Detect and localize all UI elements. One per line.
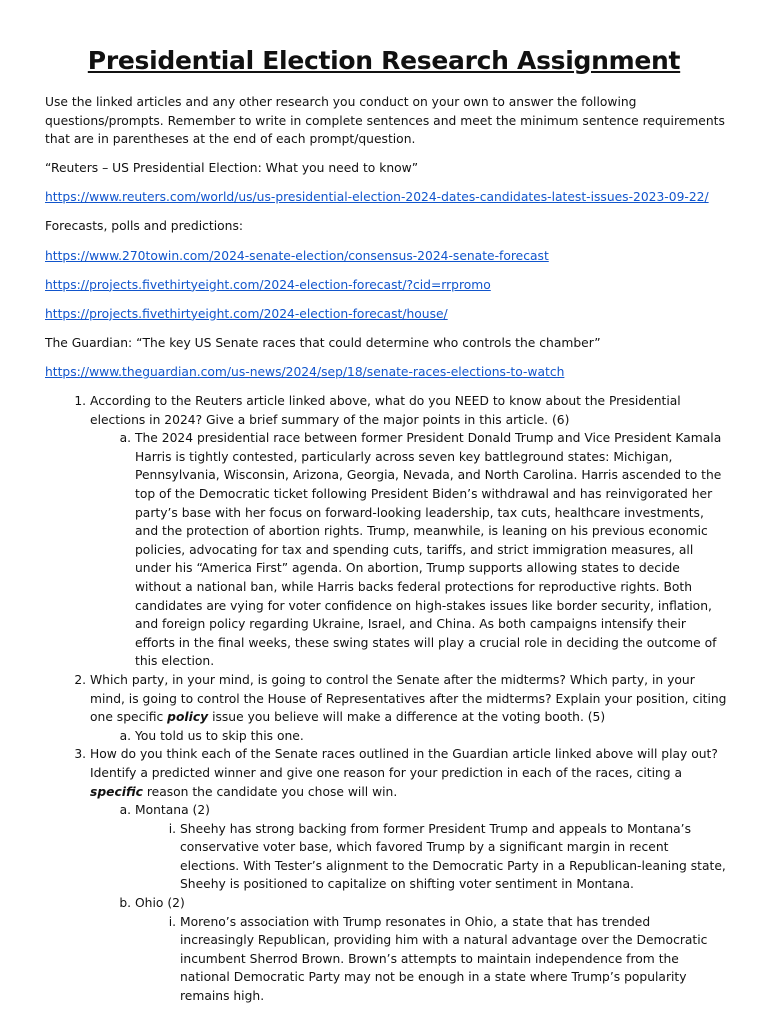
forecast-link-270towin[interactable]: https://www.270towin.com/2024-senate-election/consensus-2024-senate-forecast bbox=[45, 248, 549, 263]
question-1-text: According to the Reuters article linked above, what do you NEED to know about the Presidential elections in 2024? Give a brief summary of the major points in this article. (6) bbox=[90, 394, 681, 427]
race-montana-answer: i. Sheehy has strong backing from former President Trump and appeals to Montana’s conservative voter base, which favored Trump by a significant margin in recent elections. With Tester’s alignment to the Democratic Party in a Republican-leaning state, Sheehy is positioned to capitalize on shifting voter sentiment in Montana. bbox=[180, 820, 727, 894]
reuters-link[interactable]: https://www.reuters.com/world/us/us-presidential-election-2024-dates-candidates-latest-issues-2023-09-22/ bbox=[45, 190, 709, 205]
question-2-emphasis: policy bbox=[167, 710, 209, 725]
document-body bbox=[45, 93, 727, 1006]
race-ohio-answer: i. Moreno’s association with Trump resonates in Ohio, a state that has trended increasingly Republican, providing him with a natural advantage over the Democratic incumbent Sherrod Brown. Brown’s attempts to maintain independence from the national Democratic Party may not be enough in a state where Trump’s popularity remains high. bbox=[180, 913, 727, 1006]
race-ohio: b. Ohio (2) i. Moreno’s association with Trump resonates in Ohio, a state that has trended increasingly Republican, providing him with a natural advantage over the Democratic incumbent Sherrod Brown. Brown’s attempts to maintain independence from the national Democratic Party may not be enough in a state where Trump’s popularity remains high. bbox=[135, 894, 727, 1006]
question-list bbox=[45, 392, 727, 1006]
reuters-label: “Reuters – US Presidential Election: What you need to know” bbox=[45, 161, 419, 176]
question-3 bbox=[90, 745, 727, 1005]
guardian-link[interactable]: https://www.theguardian.com/us-news/2024/sep/18/senate-races-elections-to-watch bbox=[45, 364, 565, 379]
forecast-link-538-house[interactable]: https://projects.fivethirtyeight.com/2024-election-forecast/house/ bbox=[45, 306, 448, 321]
question-3-emphasis: specific bbox=[90, 784, 143, 799]
question-2-text: Which party, in your mind, is going to control the Senate after the midterms? Which party, in your mind, is going to control the House of Representatives after the midterms? Explain your position, citing one specific policy issue you believe will make a difference at the voting booth. (5) bbox=[90, 672, 727, 725]
forecast-link-538-president[interactable]: https://projects.fivethirtyeight.com/2024-election-forecast/?cid=rrpromo bbox=[45, 277, 491, 292]
page-title: Presidential Election Research Assignment bbox=[87, 46, 681, 75]
question-2 bbox=[90, 671, 727, 745]
intro-paragraph: Use the linked articles and any other research you conduct on your own to answer the following questions/prompts. Remember to write in complete sentences and meet the minimum sentence requirements that are in parentheses at the end of each prompt/question. bbox=[45, 95, 725, 147]
question-3-text: How do you think each of the Senate races outlined in the Guardian article linked above will play out? Identify a predicted winner and give one reason for your prediction in each of the races, citing a specific reason the candidate you chose will win. bbox=[90, 747, 718, 799]
question-1-answer: a. The 2024 presidential race between former President Donald Trump and Vice President Kamala Harris is tightly contested, particularly across seven key battleground states: Michigan, Pennsylvania, Wisconsin, Arizona, Georgia, Nevada, and North Carolina. Harris ascended to the top of the Democratic ticket following President Biden’s withdrawal and has reinvigorated her party’s base with her focus on forward-looking leadership, tax cuts, healthcare investments, and the protection of abortion rights. Trump, meanwhile, is leaning on his previous economic policies, advocating for tax and spending cuts, tariffs, and strict immigration measures, all under his “America First” agenda. On abortion, Trump supports allowing states to decide without a national ban, while Harris backs federal protections for reproductive rights. Both candidates are vying for voter confidence on high-stakes issues like border security, inflation, and foreign policy regarding Ukraine, Israel, and China. As both campaigns intensify their efforts in the final weeks, these swing states will play a crucial role in deciding the outcome of this election. bbox=[135, 429, 727, 671]
race-montana: a. Montana (2) i. Sheehy has strong backing from former President Trump and appeals to Montana’s conservative voter base, which favored Trump by a significant margin in recent elections. With Tester’s alignment to the Democratic Party in a Republican-leaning state, Sheehy is positioned to capitalize on shifting voter sentiment in Montana. bbox=[135, 801, 727, 894]
forecasts-label: Forecasts, polls and predictions: bbox=[45, 219, 244, 234]
question-2-answer: a. You told us to skip this one. bbox=[135, 727, 727, 746]
question-1 bbox=[90, 392, 727, 671]
guardian-label: The Guardian: “The key US Senate races that could determine who controls the chamber” bbox=[45, 335, 601, 350]
